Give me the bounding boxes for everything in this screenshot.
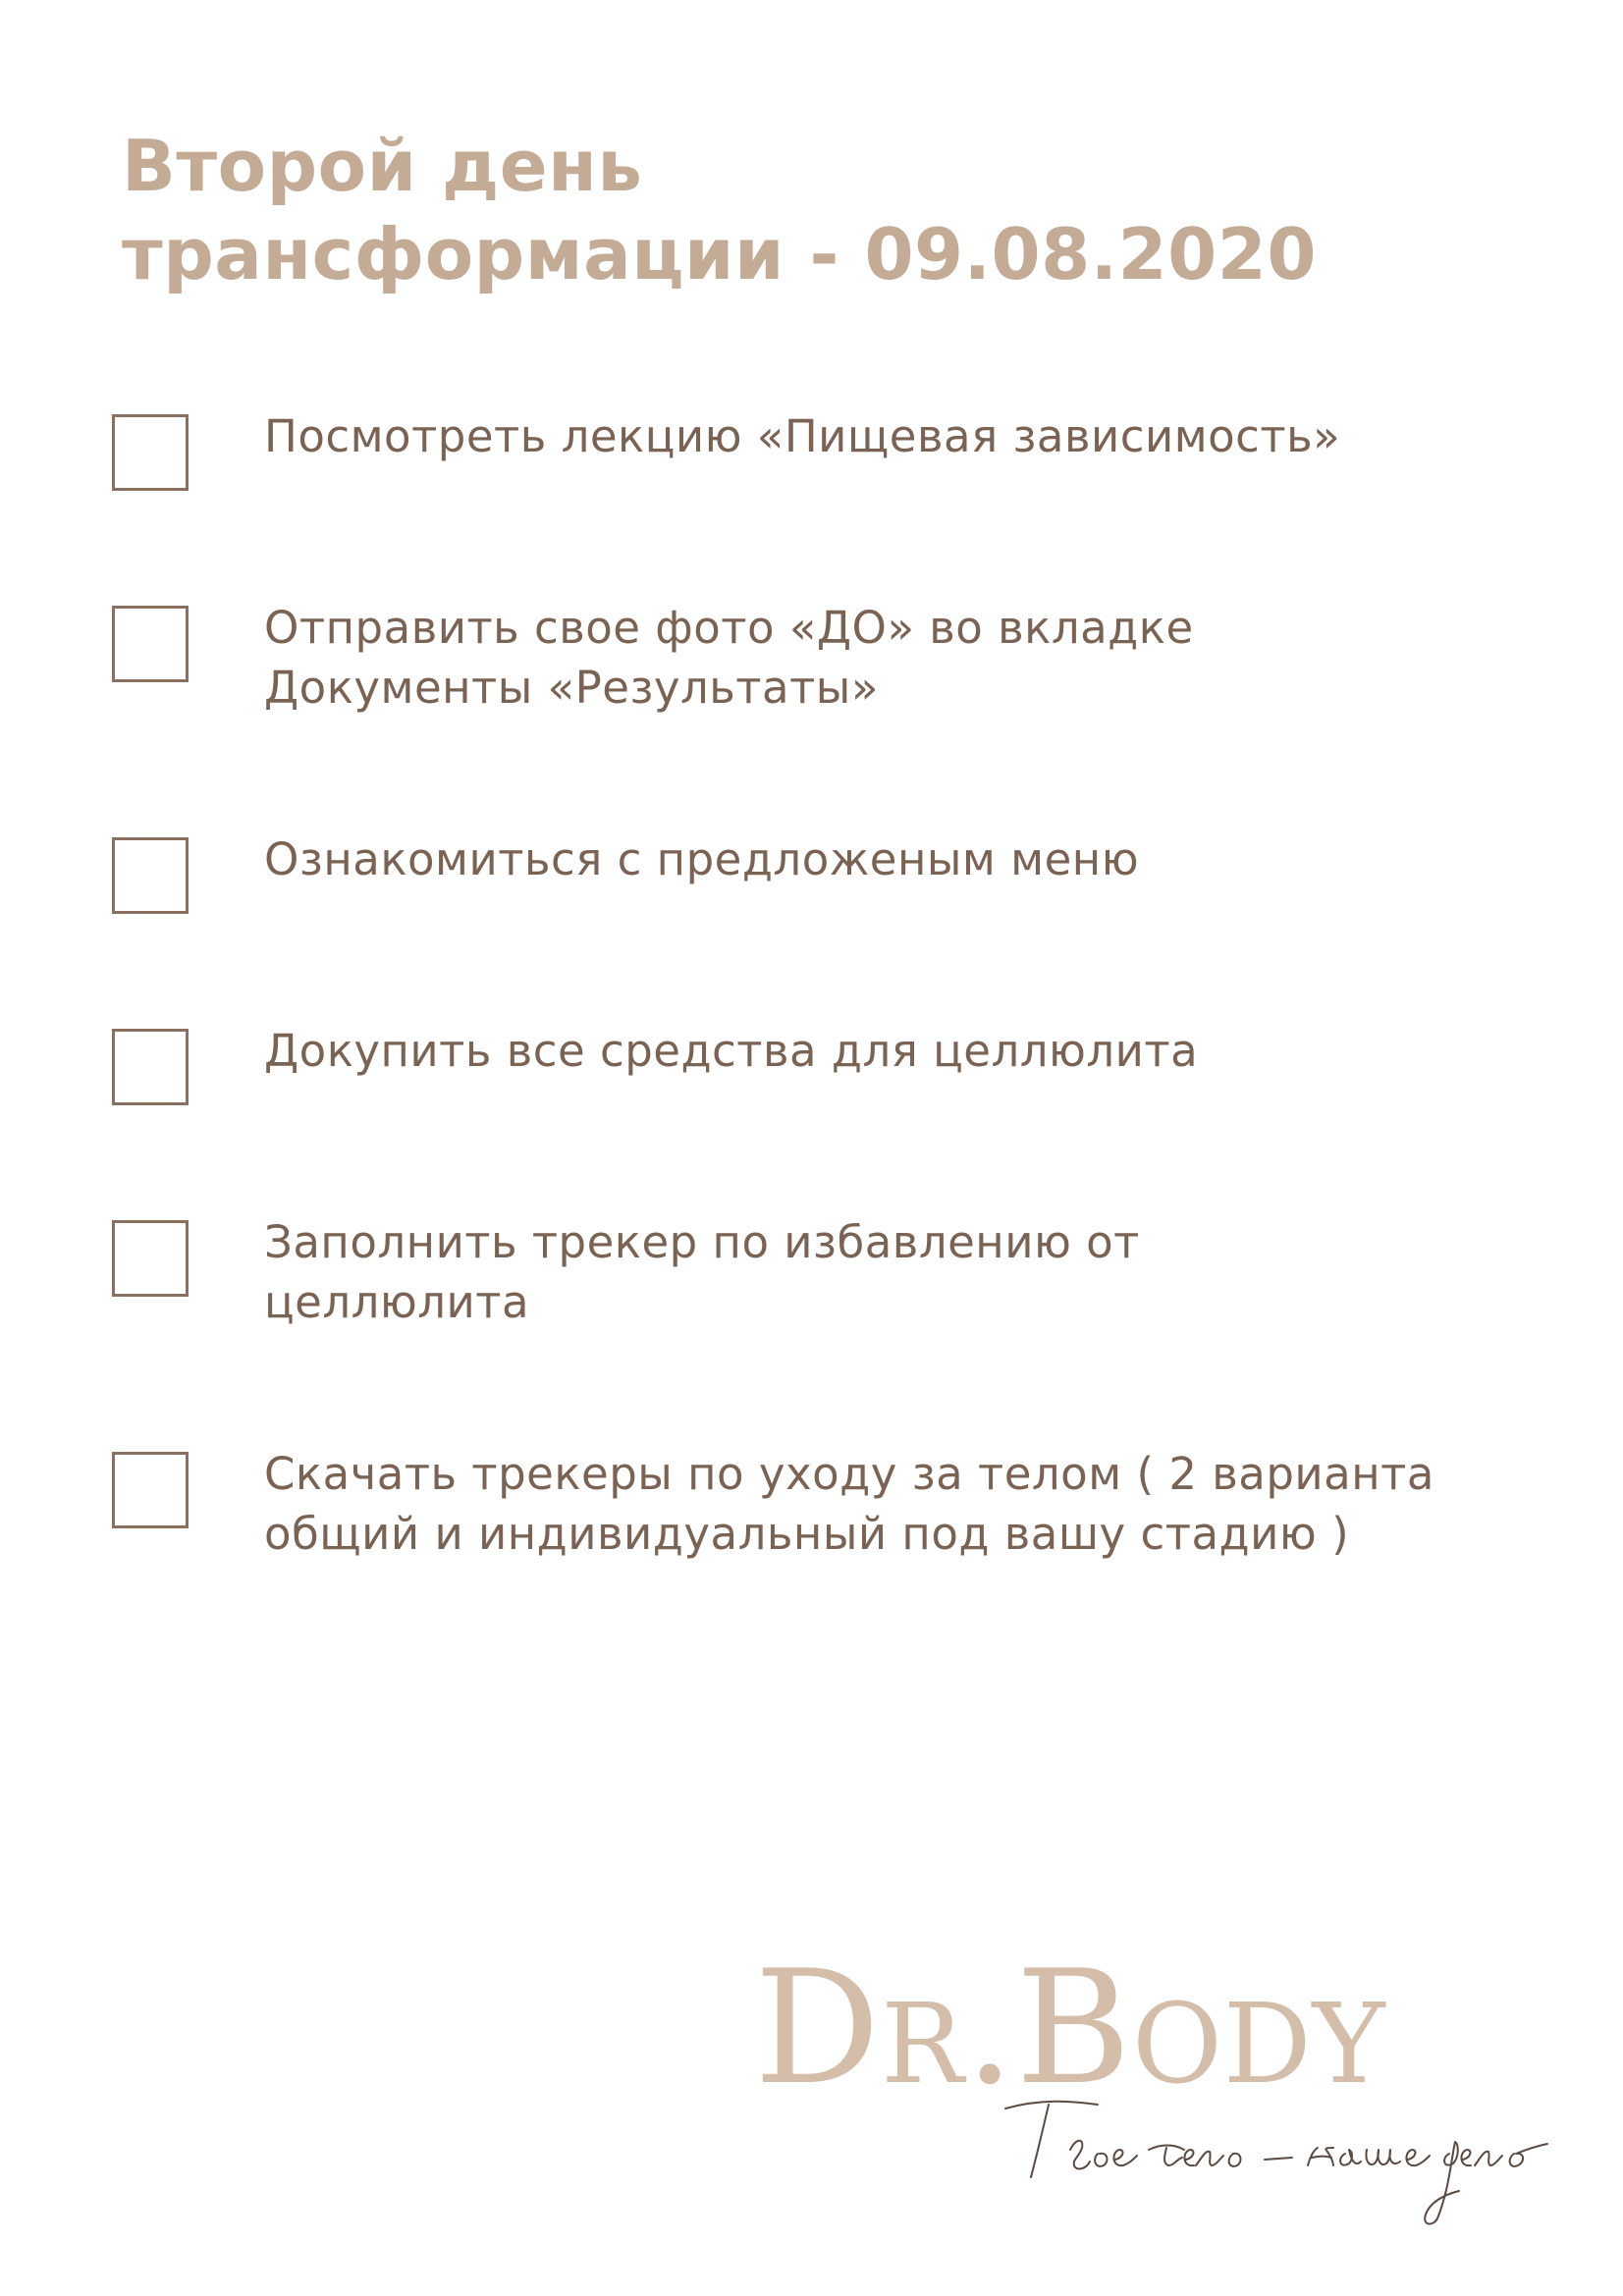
checklist-item-label: Заполнить трекер по избавлению от целлюлита <box>264 1216 1140 1328</box>
checkbox[interactable] <box>112 837 189 914</box>
checklist-item-label: Отправить свое фото «ДО» во вкладке Документы «Результаты» <box>264 602 1194 714</box>
title-line-1: Второй день <box>122 125 643 207</box>
brand-logo: DR.BODY <box>754 1936 1386 2119</box>
checklist-item-label: Ознакомиться с предложеным меню <box>264 833 1140 885</box>
brand-tagline-signature <box>1001 2081 1561 2228</box>
checklist-item-label: Скачать трекеры по уходу за телом ( 2 варианта общий и индивидуальный под вашу стадию ) <box>264 1448 1434 1560</box>
page-title <box>122 122 1317 298</box>
checkbox[interactable] <box>112 1452 189 1528</box>
checklist-item-label: Посмотреть лекцию «Пищевая зависимость» <box>264 410 1341 462</box>
checkbox[interactable] <box>112 414 189 491</box>
checkbox[interactable] <box>112 606 189 682</box>
checkbox[interactable] <box>112 1220 189 1297</box>
checkbox[interactable] <box>112 1029 189 1105</box>
checklist-item-label: Докупить все средства для целлюлита <box>264 1025 1199 1077</box>
title-line-2: трансформации - 09.08.2020 <box>122 213 1317 295</box>
